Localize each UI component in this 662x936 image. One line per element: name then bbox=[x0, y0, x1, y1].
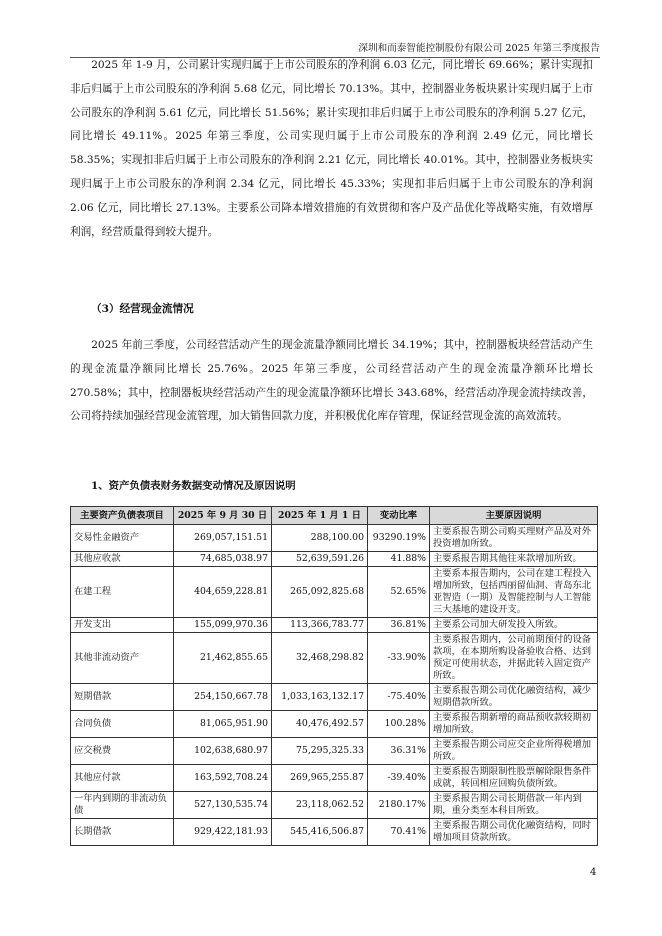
row-q3-value: 21,462,855.65 bbox=[174, 633, 272, 684]
row-start-value: 269,965,255.87 bbox=[272, 765, 368, 792]
header-start: 2025 年 1 月 1 日 bbox=[272, 507, 368, 525]
row-reason: 主要系报告期其他往来款增加所致。 bbox=[430, 552, 598, 567]
row-q3-value: 404,659,228.81 bbox=[174, 567, 272, 618]
header-item: 主要资产负债表项目 bbox=[71, 507, 174, 525]
row-change-ratio: -75.40% bbox=[368, 684, 430, 711]
row-reason: 主要系报告期新增的商品预收款较期初增加所致。 bbox=[430, 711, 598, 738]
header-reason: 主要原因说明 bbox=[430, 507, 598, 525]
row-start-value: 40,476,492.57 bbox=[272, 711, 368, 738]
table-row bbox=[71, 765, 598, 792]
page-number: 4 bbox=[590, 867, 597, 878]
row-start-value: 1,033,163,132.17 bbox=[272, 684, 368, 711]
row-reason: 主要系报告期限制性股票解除限售条件成就，转回相应回购负债所致。 bbox=[430, 765, 598, 792]
profit-paragraph: 2025 年 1-9 月，公司累计实现归属于上市公司股东的净利润 6.03 亿元，同比增长 69.66%；累计实现扣非后归属于上市公司股东的净利润 5.68 亿元，同比增长 70.13%。其中，控制器业务板块累计实现归属于上市公司股东的净利润 5.61 亿元，同比增长 51.56%；累计实现扣非后归属于上市公司股东的净利润 5.27 亿元，同比增长 49.11%。2025 年第三季度，公司实现归属于上市公司股东的净利润 2.49 亿元，同比增长 58.35%；实现扣非后归属于上市公司股东的净利润 2.21 亿元，同比增长 40.01%。其中，控制器业务板块实现归属于上市公司股东的净利润 2.34 亿元，同比增长 45.33%；实现扣非后归属于上市公司股东的净利润 2.06 亿元，同比增长 27.13%。主要系公司降本增效措施的有效贯彻和客户及产品优化等战略实施，有效增厚利润，经营质量得到较大提升。 bbox=[70, 59, 593, 238]
table-row bbox=[71, 738, 598, 765]
cashflow-paragraph: 2025 年前三季度，公司经营活动产生的现金流量净额同比增长 34.19%；其中，控制器板块经营活动产生的现金流量净额同比增长 25.76%。2025 年第三季度，公司经营活动产生的现金流量净额环比增长 270.58%；其中，控制器板块经营活动产生的现金流量净额环比增长 343.68%，经营活动净现金流持续改善，公司将持续加强经营现金流管理，加大销售回款力度，并积极优化库存管理，保证经营现金流的高效流转。 bbox=[70, 339, 593, 423]
row-q3-value: 929,422,181.93 bbox=[174, 819, 272, 846]
row-start-value: 288,100.00 bbox=[272, 525, 368, 552]
page-header: 深圳和而泰智能控制股份有限公司 2025 年第三季度报告 bbox=[70, 40, 600, 58]
table-row bbox=[71, 567, 598, 618]
row-change-ratio: 36.31% bbox=[368, 738, 430, 765]
row-item: 在建工程 bbox=[71, 567, 174, 618]
row-q3-value: 74,685,038.97 bbox=[174, 552, 272, 567]
row-q3-value: 254,150,667.78 bbox=[174, 684, 272, 711]
row-change-ratio: 41.88% bbox=[368, 552, 430, 567]
row-item: 开发支出 bbox=[71, 618, 174, 633]
row-reason: 主要系报告期公司优化融资结构，同时增加项目贷款所致。 bbox=[430, 819, 598, 846]
table-row bbox=[71, 711, 598, 738]
table-row bbox=[71, 618, 598, 633]
row-change-ratio: 100.28% bbox=[368, 711, 430, 738]
row-reason: 主要系本报告期内，公司在建工程投入增加所致，包括西丽留仙洞、青岛东北亚智造（一期）及智能控制与人工智能三大基地的建设开支。 bbox=[430, 567, 598, 618]
row-change-ratio: 52.65% bbox=[368, 567, 430, 618]
row-start-value: 75,295,325.33 bbox=[272, 738, 368, 765]
row-change-ratio: 70.41% bbox=[368, 819, 430, 846]
table-header-row bbox=[71, 507, 598, 525]
table-row bbox=[71, 633, 598, 684]
table-title: 1、资产负债表财务数据变动情况及原因说明 bbox=[91, 480, 296, 492]
row-start-value: 23,118,062.52 bbox=[272, 792, 368, 819]
row-item: 交易性金融资产 bbox=[71, 525, 174, 552]
row-item: 短期借款 bbox=[71, 684, 174, 711]
table-row bbox=[71, 684, 598, 711]
header-ratio: 变动比率 bbox=[368, 507, 430, 525]
header-q3: 2025 年 9 月 30 日 bbox=[174, 507, 272, 525]
balance-sheet-table bbox=[70, 506, 598, 846]
row-change-ratio: 36.81% bbox=[368, 618, 430, 633]
row-reason: 主要系报告期内，公司前期预付的设备款项，在本期所购设备验收合格、达到预定可使用状态，并据此转入固定资产所致。 bbox=[430, 633, 598, 684]
row-reason: 主要系公司加大研发投入所致。 bbox=[430, 618, 598, 633]
row-q3-value: 269,057,151.51 bbox=[174, 525, 272, 552]
row-q3-value: 527,130,535.74 bbox=[174, 792, 272, 819]
row-item: 应交税费 bbox=[71, 738, 174, 765]
row-q3-value: 102,638,680.97 bbox=[174, 738, 272, 765]
row-start-value: 265,092,825.68 bbox=[272, 567, 368, 618]
row-change-ratio: -39.40% bbox=[368, 765, 430, 792]
row-item: 其他应收款 bbox=[71, 552, 174, 567]
row-q3-value: 155,099,970.36 bbox=[174, 618, 272, 633]
row-item: 一年内到期的非流动负债 bbox=[71, 792, 174, 819]
row-change-ratio: -33.90% bbox=[368, 633, 430, 684]
row-item: 其他非流动资产 bbox=[71, 633, 174, 684]
table-row bbox=[71, 525, 598, 552]
row-item: 合同负债 bbox=[71, 711, 174, 738]
row-change-ratio: 93290.19% bbox=[368, 525, 430, 552]
row-reason: 主要系报告期公司应交企业所得税增加所致。 bbox=[430, 738, 598, 765]
row-start-value: 52,639,591.26 bbox=[272, 552, 368, 567]
table-row bbox=[71, 552, 598, 567]
row-reason: 主要系报告期公司优化融资结构，减少短期借款所致。 bbox=[430, 684, 598, 711]
cashflow-heading: （3）经营现金流情况 bbox=[91, 303, 194, 315]
table-body bbox=[71, 525, 598, 846]
row-reason: 主要系报告期公司购买理财产品及对外投资增加所致。 bbox=[430, 525, 598, 552]
row-start-value: 545,416,506.87 bbox=[272, 819, 368, 846]
row-q3-value: 81,065,951.90 bbox=[174, 711, 272, 738]
row-reason: 主要系报告期公司长期借款一年内到期，重分类至本科目所致。 bbox=[430, 792, 598, 819]
row-q3-value: 163,592,708.24 bbox=[174, 765, 272, 792]
row-change-ratio: 2180.17% bbox=[368, 792, 430, 819]
table-row bbox=[71, 819, 598, 846]
table-row bbox=[71, 792, 598, 819]
row-item: 其他应付款 bbox=[71, 765, 174, 792]
row-start-value: 113,366,783.77 bbox=[272, 618, 368, 633]
row-start-value: 32,468,298.82 bbox=[272, 633, 368, 684]
row-item: 长期借款 bbox=[71, 819, 174, 846]
